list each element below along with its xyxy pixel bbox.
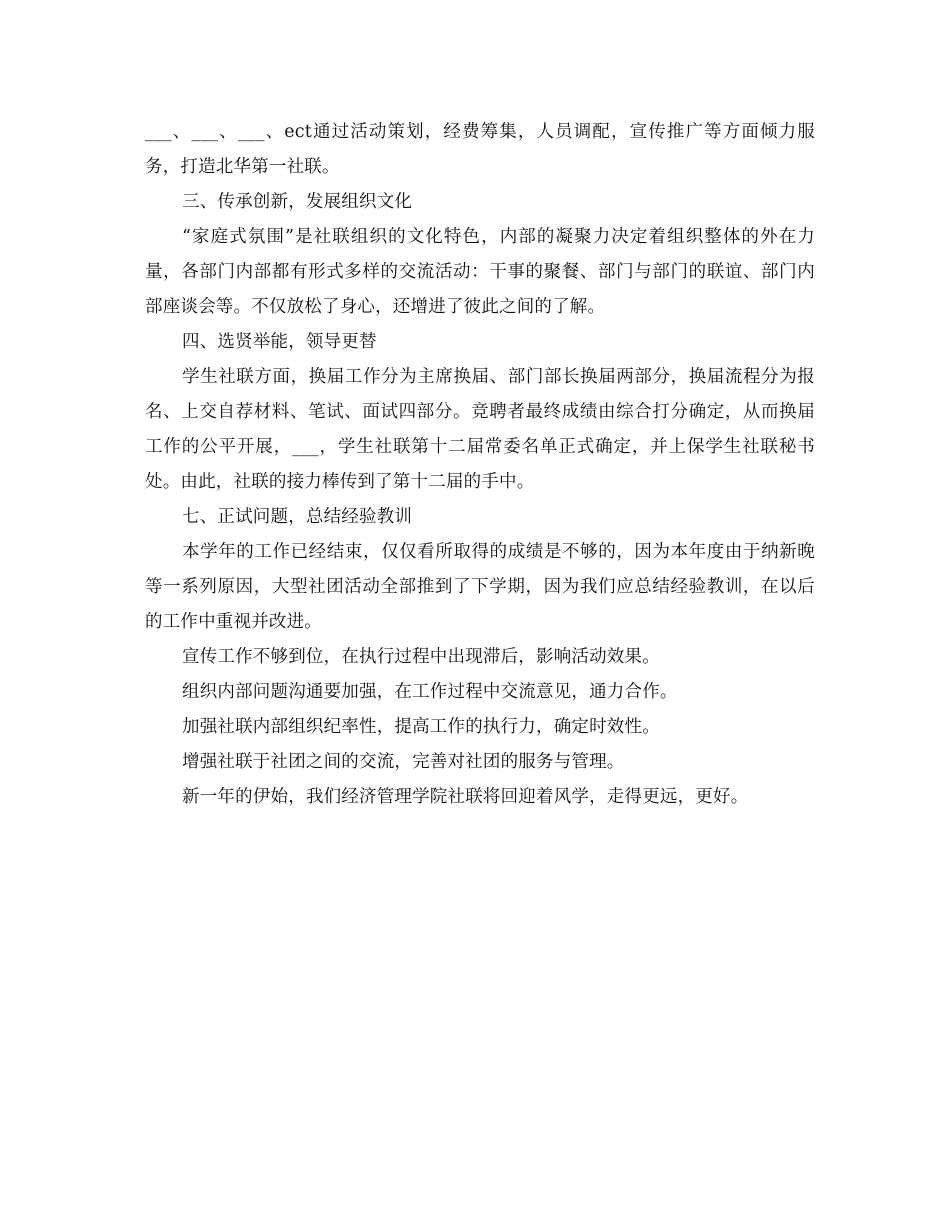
- paragraph-point-publicity: 宣传工作不够到位，在执行过程中出现滞后，影响活动效果。: [182, 647, 660, 667]
- paragraph-point-service: 增强社联于社团之间的交流，完善对社团的服务与管理。: [182, 752, 625, 772]
- paragraph-intro-continuation: ___、___、___、ect通过活动策划，经费筹集，人员调配，宣传推广等方面倾力服务，打造北华第一社联。: [145, 122, 815, 177]
- section-heading-leadership: 四、选贤举能，领导更替: [182, 332, 377, 352]
- paragraph-lessons: 本学年的工作已经结束，仅仅看所取得的成绩是不够的，因为本年度由于纳新晚等一系列原因，大型社团活动全部推到了下学期，因为我们应总结经验教训，在以后的工作中重视并改进。: [145, 542, 815, 632]
- paragraph-point-discipline: 加强社联内部组织纪率性，提高工作的执行力，确定时效性。: [182, 717, 660, 737]
- paragraph-culture: “家庭式氛围”是社联组织的文化特色，内部的凝聚力决定着组织整体的外在力量，各部门内部都有形式多样的交流活动：干事的聚餐、部门与部门的联谊、部门内部座谈会等。不仅放松了身心，还增进了彼此之间的了解。: [145, 227, 815, 317]
- section-heading-lessons: 七、正试问题，总结经验教训: [182, 507, 413, 527]
- paragraph-point-communication: 组织内部问题沟通要加强，在工作过程中交流意见，通力合作。: [182, 682, 678, 702]
- paragraph-leadership: 学生社联方面，换届工作分为主席换届、部门部长换届两部分，换届流程分为报名、上交自荐材料、笔试、面试四部分。竞聘者最终成绩由综合打分确定，从而换届工作的公平开展，___，学生社联第十二届常委名单正式确定，并上保学生社联秘书处。由此，社联的接力棒传到了第十二届的手中。: [145, 367, 815, 492]
- section-heading-culture: 三、传承创新，发展组织文化: [182, 192, 413, 212]
- document-body: [145, 115, 815, 815]
- paragraph-closing: 新一年的伊始，我们经济管理学院社联将回迎着风学，走得更远，更好。: [182, 787, 749, 807]
